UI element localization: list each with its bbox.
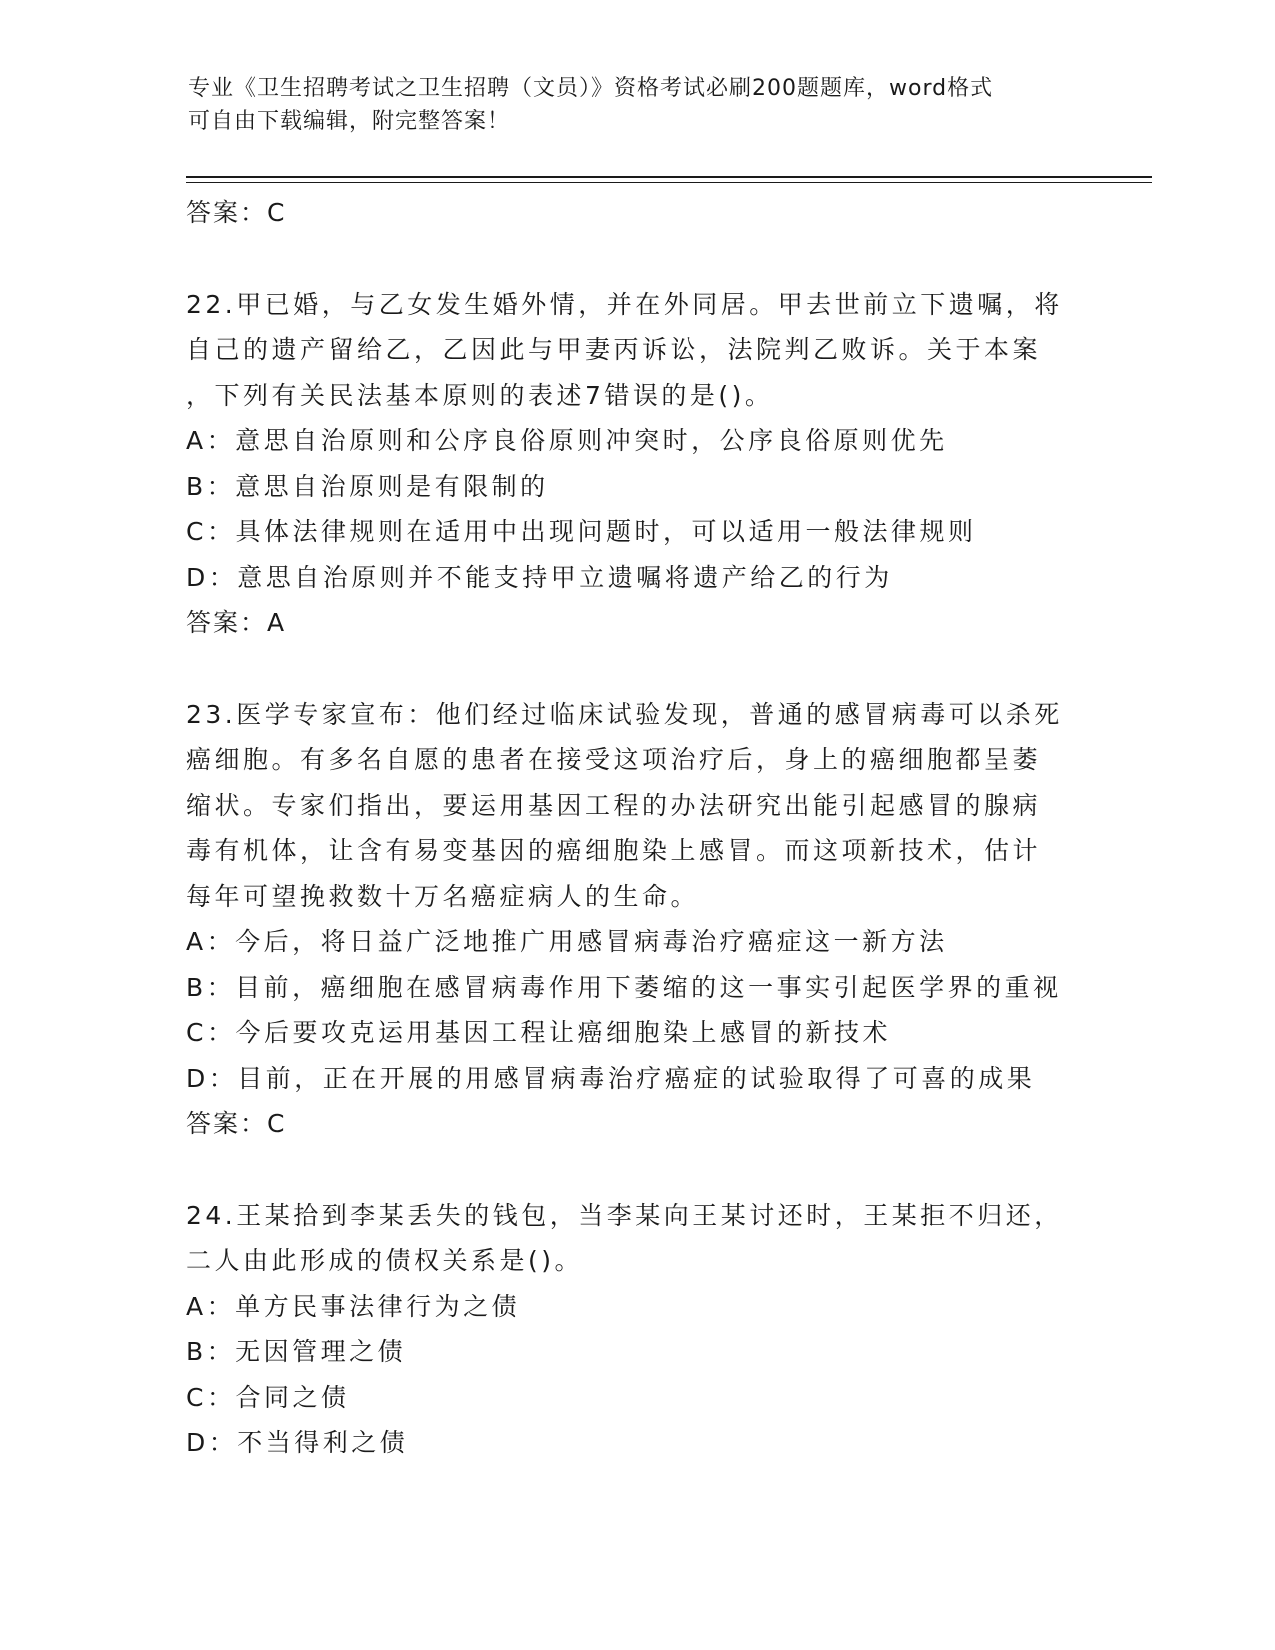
answer-line: 答案：A: [186, 608, 287, 637]
option-a: A：单方民事法律行为之债: [186, 1291, 521, 1321]
question-23: [186, 692, 1086, 1147]
option-c: C：今后要攻克运用基因工程让癌细胞染上感冒的新技术: [186, 1018, 891, 1047]
document-header: [188, 72, 1088, 138]
question-stem-line: 每年可望挽救数十万名癌症病人的生命。: [186, 881, 700, 911]
header-rule-bottom: [186, 182, 1152, 183]
header-line-1: 专业《卫生招聘考试之卫生招聘（文员）》资格考试必刷200题题库，word格式: [188, 76, 994, 101]
header-rule-top: [186, 176, 1152, 178]
question-stem-line: 缩状。专家们指出，要运用基因工程的办法研究出能引起感冒的腺病: [186, 790, 1042, 820]
header-line-2: 可自由下载编辑，附完整答案！: [188, 109, 511, 134]
question-stem-line: 自己的遗产留给乙，乙因此与甲妻丙诉讼，法院判乙败诉。关于本案: [186, 335, 1042, 364]
answer-line: 答案：C: [186, 1109, 287, 1138]
option-b: B：意思自治原则是有限制的: [186, 471, 549, 501]
option-a: A：意思自治原则和公序良俗原则冲突时，公序良俗原则优先: [186, 426, 948, 455]
option-a: A：今后，将日益广泛地推广用感冒病毒治疗癌症这一新方法: [186, 927, 948, 956]
question-24: [186, 1193, 1086, 1466]
question-22: [186, 282, 1086, 646]
option-c: C：合同之债: [186, 1382, 350, 1412]
question-stem-line: 癌细胞。有多名自愿的患者在接受这项治疗后，身上的癌细胞都呈萎: [186, 745, 1042, 774]
option-d: D：目前，正在开展的用感冒病毒治疗癌症的试验取得了可喜的成果: [186, 1063, 1036, 1093]
option-c: C：具体法律规则在适用中出现问题时，可以适用一般法律规则: [186, 517, 977, 546]
question-stem-line: 23.医学专家宣布：他们经过临床试验发现，普通的感冒病毒可以杀死: [186, 699, 1063, 729]
option-b: B：目前，癌细胞在感冒病毒作用下萎缩的这一事实引起医学界的重视: [186, 972, 1062, 1002]
document-body: [186, 190, 1086, 1466]
question-stem-line: ，下列有关民法基本原则的表述7错误的是()。: [186, 380, 774, 410]
option-d: D：不当得利之债: [186, 1428, 409, 1457]
question-stem-line: 24.王某拾到李某丢失的钱包，当李某向王某讨还时，王某拒不归还，: [186, 1200, 1063, 1230]
question-stem-line: 二人由此形成的债权关系是()。: [186, 1246, 584, 1275]
question-stem-line: 毒有机体，让含有易变基因的癌细胞染上感冒。而这项新技术，估计: [186, 836, 1042, 865]
option-d: D：意思自治原则并不能支持甲立遗嘱将遗产给乙的行为: [186, 562, 893, 592]
leading-answer: 答案：C: [186, 198, 287, 227]
question-stem-line: 22.甲已婚，与乙女发生婚外情，并在外同居。甲去世前立下遗嘱，将: [186, 289, 1063, 319]
option-b: B：无因管理之债: [186, 1337, 407, 1366]
